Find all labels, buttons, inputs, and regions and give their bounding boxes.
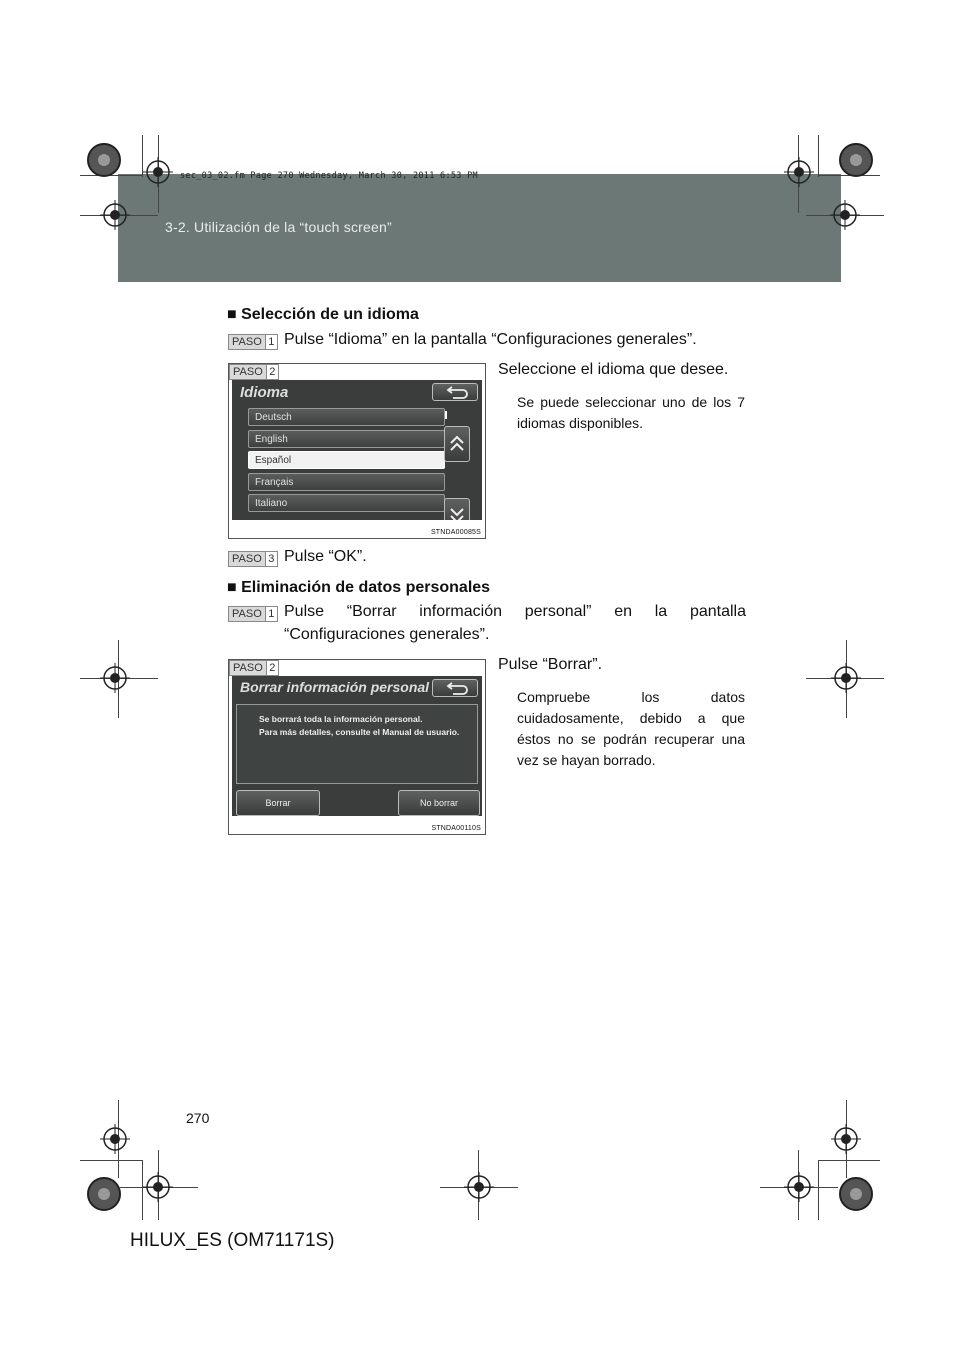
step-badge: PASO 2 bbox=[229, 660, 279, 674]
step-note: Se puede seleccionar uno de los 7 idiomas disponibles. bbox=[517, 394, 745, 431]
registration-mark-icon bbox=[143, 1172, 173, 1202]
step-text: Pulse “Borrar información personal” en la pantalla bbox=[284, 603, 746, 620]
step-text: Seleccione el idioma que desee. bbox=[498, 361, 729, 378]
step-text: Pulse “Idioma” en la pantalla “Configuraciones generales”. bbox=[284, 331, 697, 348]
language-option[interactable]: Français bbox=[248, 473, 445, 491]
registration-mark-icon bbox=[100, 1124, 130, 1154]
registration-mark-icon bbox=[143, 157, 173, 187]
registration-mark-icon bbox=[831, 663, 861, 693]
step-text: Pulse “Borrar”. bbox=[498, 656, 603, 673]
frame-info: sec_03_02.fm Page 270 Wednesday, March 30, 2011 6:53 PM bbox=[180, 171, 478, 181]
step-badge: PASO 1 bbox=[228, 334, 278, 348]
back-arrow-icon bbox=[433, 384, 477, 400]
message-box bbox=[236, 704, 478, 784]
double-chevron-up-icon bbox=[445, 427, 469, 461]
registration-mark-icon bbox=[831, 1124, 861, 1154]
color-bar-circle-icon bbox=[838, 142, 874, 178]
double-chevron-down-icon bbox=[445, 499, 469, 520]
message-line: Para más detalles, consulte el Manual de usuario. bbox=[259, 727, 460, 737]
step-text-cont: “Configuraciones generales”. bbox=[284, 626, 490, 643]
language-screen bbox=[232, 380, 482, 520]
back-arrow-icon bbox=[433, 680, 477, 696]
back-button[interactable] bbox=[432, 383, 478, 401]
registration-mark-icon bbox=[784, 1172, 814, 1202]
back-button[interactable] bbox=[432, 679, 478, 697]
color-bar-circle-icon bbox=[86, 1176, 122, 1212]
borrar-screenshot bbox=[228, 659, 486, 835]
color-bar-circle-icon bbox=[838, 1176, 874, 1212]
scroll-down-button[interactable] bbox=[444, 498, 470, 520]
step-note: Compruebe los datos cuidadosamente, debido a que éstos no se podrán recuperar una vez se hayan borrado. bbox=[517, 689, 745, 768]
image-code: STNDA00110S bbox=[431, 825, 481, 832]
step-badge: PASO 1 bbox=[228, 606, 278, 620]
screen-title: Borrar información personal bbox=[240, 679, 430, 695]
step-badge: PASO 3 bbox=[228, 551, 278, 565]
page-number: 270 bbox=[186, 1110, 210, 1126]
section-heading: ■ Selección de un idioma bbox=[227, 306, 419, 323]
language-option[interactable]: Español bbox=[248, 451, 445, 469]
no-borrar-button[interactable]: No borrar bbox=[398, 790, 480, 816]
screen-title: Idioma bbox=[240, 384, 289, 401]
step-badge: PASO 2 bbox=[229, 364, 279, 378]
borrar-button[interactable]: Borrar bbox=[236, 790, 320, 816]
scrollbar-thumb[interactable] bbox=[445, 411, 447, 419]
language-option[interactable]: Italiano bbox=[248, 494, 445, 512]
registration-mark-icon bbox=[830, 200, 860, 230]
registration-mark-icon bbox=[784, 157, 814, 187]
registration-mark-icon bbox=[464, 1172, 494, 1202]
registration-mark-icon bbox=[100, 663, 130, 693]
step-text: Pulse “OK”. bbox=[284, 548, 367, 565]
image-code: STNDA00085S bbox=[430, 529, 481, 536]
color-bar-circle-icon bbox=[86, 142, 122, 178]
registration-mark-icon bbox=[100, 200, 130, 230]
manual-code: HILUX_ES (OM71171S) bbox=[130, 1230, 335, 1251]
language-option[interactable]: Deutsch bbox=[248, 408, 445, 426]
message-line: Se borrará toda la información personal. bbox=[259, 714, 423, 724]
scroll-up-button[interactable] bbox=[444, 426, 470, 462]
section-title: 3-2. Utilización de la “touch screen” bbox=[165, 219, 392, 235]
section-heading: ■ Eliminación de datos personales bbox=[227, 579, 491, 596]
idioma-screenshot bbox=[228, 363, 486, 539]
language-option[interactable]: English bbox=[248, 430, 445, 448]
delete-screen bbox=[232, 676, 482, 816]
